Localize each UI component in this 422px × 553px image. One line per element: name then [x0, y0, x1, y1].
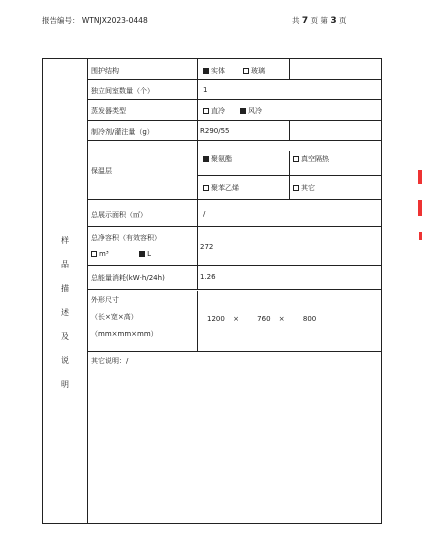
- dimension-width: 760: [257, 315, 271, 323]
- dimensions-label: 外形尺寸: [91, 296, 119, 304]
- page-indicator: [292, 15, 346, 26]
- divider: [87, 199, 381, 200]
- compartments-value: 1: [203, 86, 208, 94]
- unit-m3: m³: [99, 250, 109, 258]
- divider: [87, 79, 381, 80]
- dimensions-sub1: （长×宽×高）: [91, 313, 138, 321]
- side-char: 品: [61, 260, 69, 269]
- checkbox-checked: [203, 68, 209, 74]
- sample-description-side-label: [43, 229, 87, 397]
- side-char: 及: [61, 332, 69, 341]
- checkbox-checked: [240, 108, 246, 114]
- checkbox-unchecked: [293, 185, 299, 191]
- red-edge-mark: [418, 200, 422, 216]
- side-char: 样: [61, 236, 69, 245]
- divider: [87, 120, 381, 121]
- sample-description-table: [42, 58, 382, 524]
- option-text: 其它: [301, 184, 315, 192]
- divider: [87, 226, 381, 227]
- option-text: 聚氨酯: [211, 155, 232, 163]
- report-number-label: 报告编号：: [42, 16, 80, 25]
- option-text: 实体: [211, 67, 225, 75]
- insulation-option-other: [293, 183, 315, 193]
- other-remarks: 其它说明：/: [91, 357, 129, 365]
- evaporator-label: 蒸发器类型: [91, 107, 126, 115]
- red-edge-mark: [418, 170, 422, 184]
- dimension-sep: ×: [233, 315, 239, 323]
- checkbox-unchecked: [203, 108, 209, 114]
- dimension-length: 1200: [207, 315, 225, 323]
- option-text: 直冷: [211, 107, 225, 115]
- divider: [197, 175, 381, 176]
- net-volume-units: [91, 250, 151, 258]
- display-area-label: 总展示面积（㎡）: [91, 211, 147, 219]
- divider: [87, 59, 88, 523]
- dimensions-sub2: （mm×mm×mm）: [91, 330, 158, 338]
- refrigerant-label: 制冷剂/灌注量（g）: [91, 128, 154, 136]
- evaporator-option-direct: [203, 106, 225, 116]
- net-volume-value: 272: [200, 243, 214, 251]
- option-text: 真空隔热: [301, 155, 329, 163]
- unit-l: L: [147, 250, 151, 258]
- dimension-height: 800: [302, 315, 317, 323]
- checkbox-unchecked: [243, 68, 249, 74]
- option-text: 聚苯乙烯: [211, 184, 239, 192]
- checkbox-unchecked: [293, 156, 299, 162]
- enclosure-label: 围护结构: [91, 67, 119, 75]
- option-text: 玻璃: [251, 67, 265, 75]
- checkbox-checked: [203, 156, 209, 162]
- dimension-sep: ×: [278, 315, 285, 323]
- side-char: 说: [61, 356, 69, 365]
- page-mid: 页 第: [310, 16, 328, 25]
- enclosure-option-glass: [243, 66, 265, 76]
- insulation-option-vacuum: [293, 154, 329, 164]
- option-text: 风冷: [248, 107, 262, 115]
- divider: [87, 289, 381, 290]
- divider: [289, 59, 290, 79]
- refrigerant-value: R290/55: [200, 127, 230, 135]
- insulation-option-eps: [203, 183, 239, 193]
- display-area-value: /: [203, 210, 206, 218]
- insulation-option-pu: [203, 154, 232, 164]
- enclosure-option-solid: [203, 66, 225, 76]
- report-number-value: WTNJX2023-0448: [81, 16, 148, 25]
- divider: [87, 265, 381, 266]
- divider: [197, 59, 198, 289]
- side-char: 述: [61, 308, 69, 317]
- divider: [87, 351, 381, 352]
- insulation-label: 保温层: [91, 167, 112, 175]
- page-number: 3: [330, 16, 337, 26]
- side-char: 描: [61, 284, 69, 293]
- divider: [289, 120, 290, 140]
- total-pages: 7: [301, 16, 309, 26]
- dimensions-values: [207, 315, 316, 323]
- side-char: 明: [61, 380, 69, 389]
- page-prefix: 共: [292, 16, 300, 25]
- divider: [87, 140, 381, 141]
- checkbox-unchecked: [203, 185, 209, 191]
- page-suffix: 页: [338, 16, 347, 25]
- divider: [87, 99, 381, 100]
- evaporator-option-air: [240, 106, 262, 116]
- report-number: [42, 15, 148, 26]
- net-volume-label: 总净容积（有效容积）: [91, 234, 161, 242]
- divider: [197, 291, 198, 351]
- checkbox-checked: [139, 251, 145, 257]
- checkbox-unchecked: [91, 251, 97, 257]
- energy-value: 1.26: [200, 273, 216, 281]
- compartments-label: 独立间室数量（个）: [91, 87, 154, 95]
- energy-label: 总能量消耗(kW·h/24h): [91, 274, 165, 282]
